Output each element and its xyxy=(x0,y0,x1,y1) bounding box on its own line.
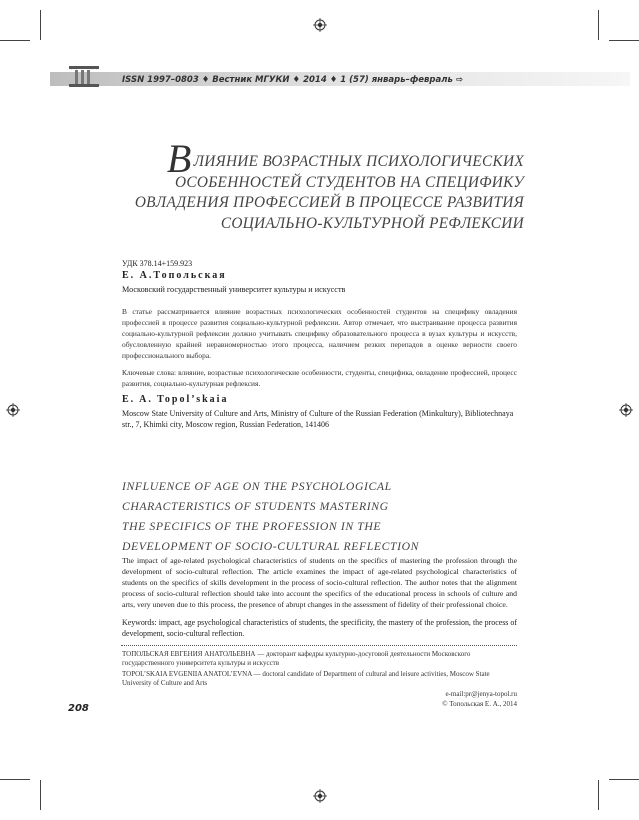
crop-mark xyxy=(40,10,41,40)
registration-mark-icon xyxy=(313,18,327,32)
column-logo-icon xyxy=(66,62,102,88)
title-line-4: СОЦИАЛЬНО-КУЛЬТУРНОЙ РЕФЛЕКСИИ xyxy=(220,214,524,232)
crop-mark xyxy=(609,40,639,41)
next-arrow-icon: ⇨ xyxy=(455,75,463,85)
crop-mark xyxy=(598,780,599,810)
article-title-en xyxy=(122,477,522,557)
title-en-line-2: CHARACTERISTICS OF STUDENTS MASTERING xyxy=(122,500,389,513)
author-email[interactable]: e-mail:pr@jenya-topol.ru xyxy=(445,690,517,698)
journal-line: ISSN 1997–0803 ♦ Вестник МГУКИ ♦ 2014 ♦ 1 (57) январь–февраль xyxy=(122,75,453,85)
registration-mark-icon xyxy=(619,403,633,417)
crop-mark xyxy=(598,10,599,40)
crop-mark xyxy=(0,40,30,41)
crop-mark xyxy=(609,779,639,780)
udk-code: УДК 378.14+159.923 xyxy=(122,259,193,268)
journal-header xyxy=(122,75,463,85)
title-initial: В xyxy=(166,136,192,181)
title-en-line-3: THE SPECIFICS OF THE PROFESSION IN THE xyxy=(122,520,382,533)
registration-mark-icon xyxy=(313,789,327,803)
title-line-1: ЛИЯНИЕ ВОЗРАСТНЫХ ПСИХОЛОГИЧЕСКИХ xyxy=(193,153,524,170)
title-line-2: ОСОБЕННОСТЕЙ СТУДЕНТОВ НА СПЕЦИФИКУ xyxy=(175,173,524,191)
author-name-en: E. A. Topol’skaia xyxy=(122,394,229,405)
footnote-author-ru: ТОПОЛЬСКАЯ ЕВГЕНИЯ АНАТОЛЬЕВНА — докторант кафедры культурно-досуговой деятельности Московского государственного университета культуры и искусств xyxy=(122,650,471,668)
affiliation-en: Moscow State University of Culture and Arts, Ministry of Culture of the Russian Federation (Minkultury), Bibliotechnaya str., 7, Khimki city, Moscow region, Russian Federation, 141406 xyxy=(122,409,514,429)
copyright: © Топольская Е. А., 2014 xyxy=(442,700,517,708)
author-name-ru: Е. А.Топольская xyxy=(122,270,227,281)
article-title-ru xyxy=(104,136,524,234)
keywords-en: Keywords: impact, age psychological characteristics of students, the specificity, the mastery of the profession, the process of development, socio-cultural reflection. xyxy=(122,618,517,638)
keywords-ru: Ключевые слова: влияние, возрастные психологические особенности, студенты, специфика, овладение профессией, процесс развития, социально-культурная рефлексия. xyxy=(122,368,517,388)
affiliation-ru: Московский государственный университет культуры и искусств xyxy=(122,285,346,294)
registration-mark-icon xyxy=(6,403,20,417)
title-line-3: ОВЛАДЕНИЯ ПРОФЕССИЕЙ В ПРОЦЕССЕ РАЗВИТИЯ xyxy=(134,194,524,211)
abstract-en: The impact of age-related psychological characteristics of students on the specifics of mastering the profession through the development of socio-cultural reflection. The article examines the impact of age-related psychological characteristics of students on the specifics of skills development in the process of socio-cultural reflection. The author notes that the alignment process of socio-cultural reflection should take into account the specifics of the educational process in schools of culture and arts, very uneven due to this process, the presence of abrupt changes in the assessment of fidelity of their professional choice. xyxy=(122,556,517,609)
title-en-line-4: DEVELOPMENT OF SOCIO-CULTURAL REFLECTION xyxy=(122,540,420,553)
abstract-ru: В статье рассматривается влияние возрастных психологических особенностей студентов на специфику овладения профессией в процессе развития социально-культурной рефлексии. Автор отмечает, что выстраивание процесса развития социально-культурной рефлексии должно учитывать специфику образовательного процесса в вузах культуры и искусств, обусловленную крайней неравномерностью этого процесса, наличием резких перепадов в оценке верности своего профессионального выбора. xyxy=(122,307,517,360)
page-number: 208 xyxy=(68,703,89,714)
footnote-author-en: TOPOL’SKAIA EVGENIIA ANATOL’EVNA — doctoral candidate of Department of cultural and leisure activities, Moscow State University of Culture and Arts xyxy=(122,670,490,688)
footnote-divider xyxy=(121,645,517,646)
crop-mark xyxy=(40,780,41,810)
crop-mark xyxy=(0,779,30,780)
title-en-line-1: INFLUENCE OF AGE ON THE PSYCHOLOGICAL xyxy=(122,480,392,493)
title-line xyxy=(104,136,524,181)
